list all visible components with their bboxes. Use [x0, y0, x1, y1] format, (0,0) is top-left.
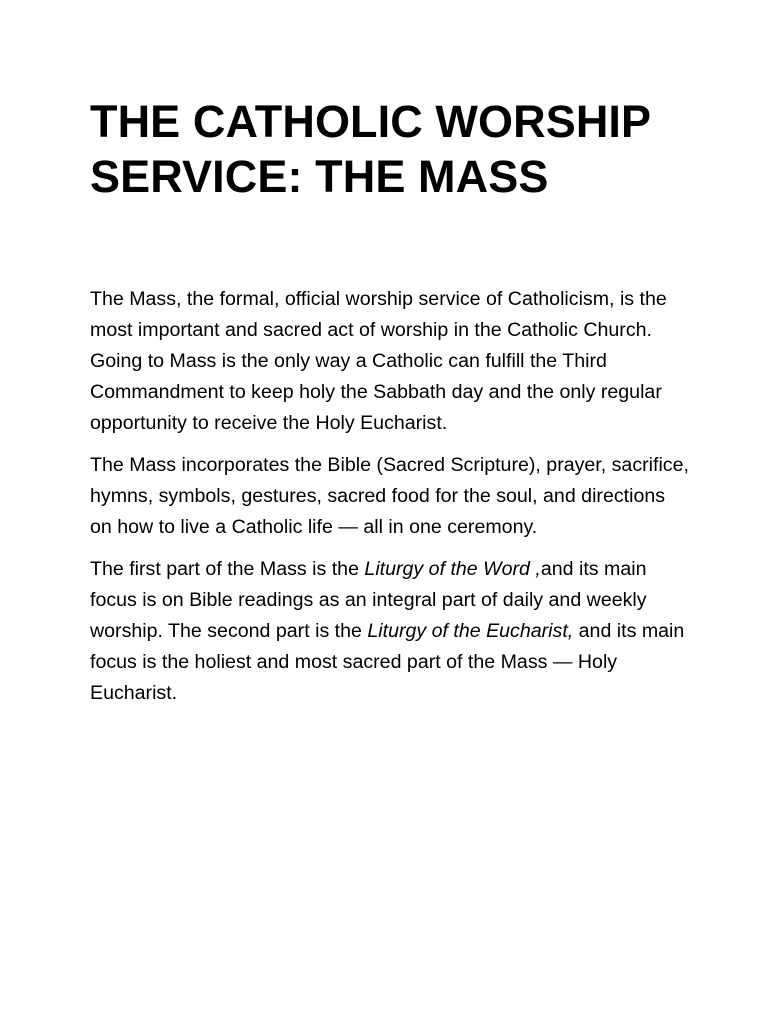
paragraph-2: The Mass incorporates the Bible (Sacred Scripture), prayer, sacrifice, hymns, symbols, gestures, sacred food for the soul, and directions on how to live a Catholic life — all in one ceremony. [90, 454, 689, 538]
paragraph-3-text-run: and its main focus is the holiest and most sacred part of the Mass — Holy Eucharist. [90, 620, 685, 704]
paragraph-3-text-run: The first part of the Mass is the [90, 558, 365, 580]
liturgy-of-the-eucharist-term: Liturgy of the Eucharist, [367, 620, 574, 642]
paragraph-3-text-run: and its main focus is on Bible readings as an integral part of daily and weekly worship. The second part is the [90, 558, 647, 642]
liturgy-of-the-word-term: Liturgy of the Word , [364, 558, 541, 580]
paragraph-3 [90, 554, 690, 709]
page-title: THE CATHOLIC WORSHIP SERVICE: THE MASS [90, 96, 651, 202]
document-body [90, 284, 690, 709]
document-page [90, 0, 690, 720]
paragraph-1: The Mass, the formal, official worship service of Catholicism, is the most important and sacred act of worship in the Catholic Church. Going to Mass is the only way a Catholic can fulfill the Third Commandment to keep holy the Sabbath day and the only regular opportunity to receive the Holy Eucharist. [90, 288, 667, 434]
